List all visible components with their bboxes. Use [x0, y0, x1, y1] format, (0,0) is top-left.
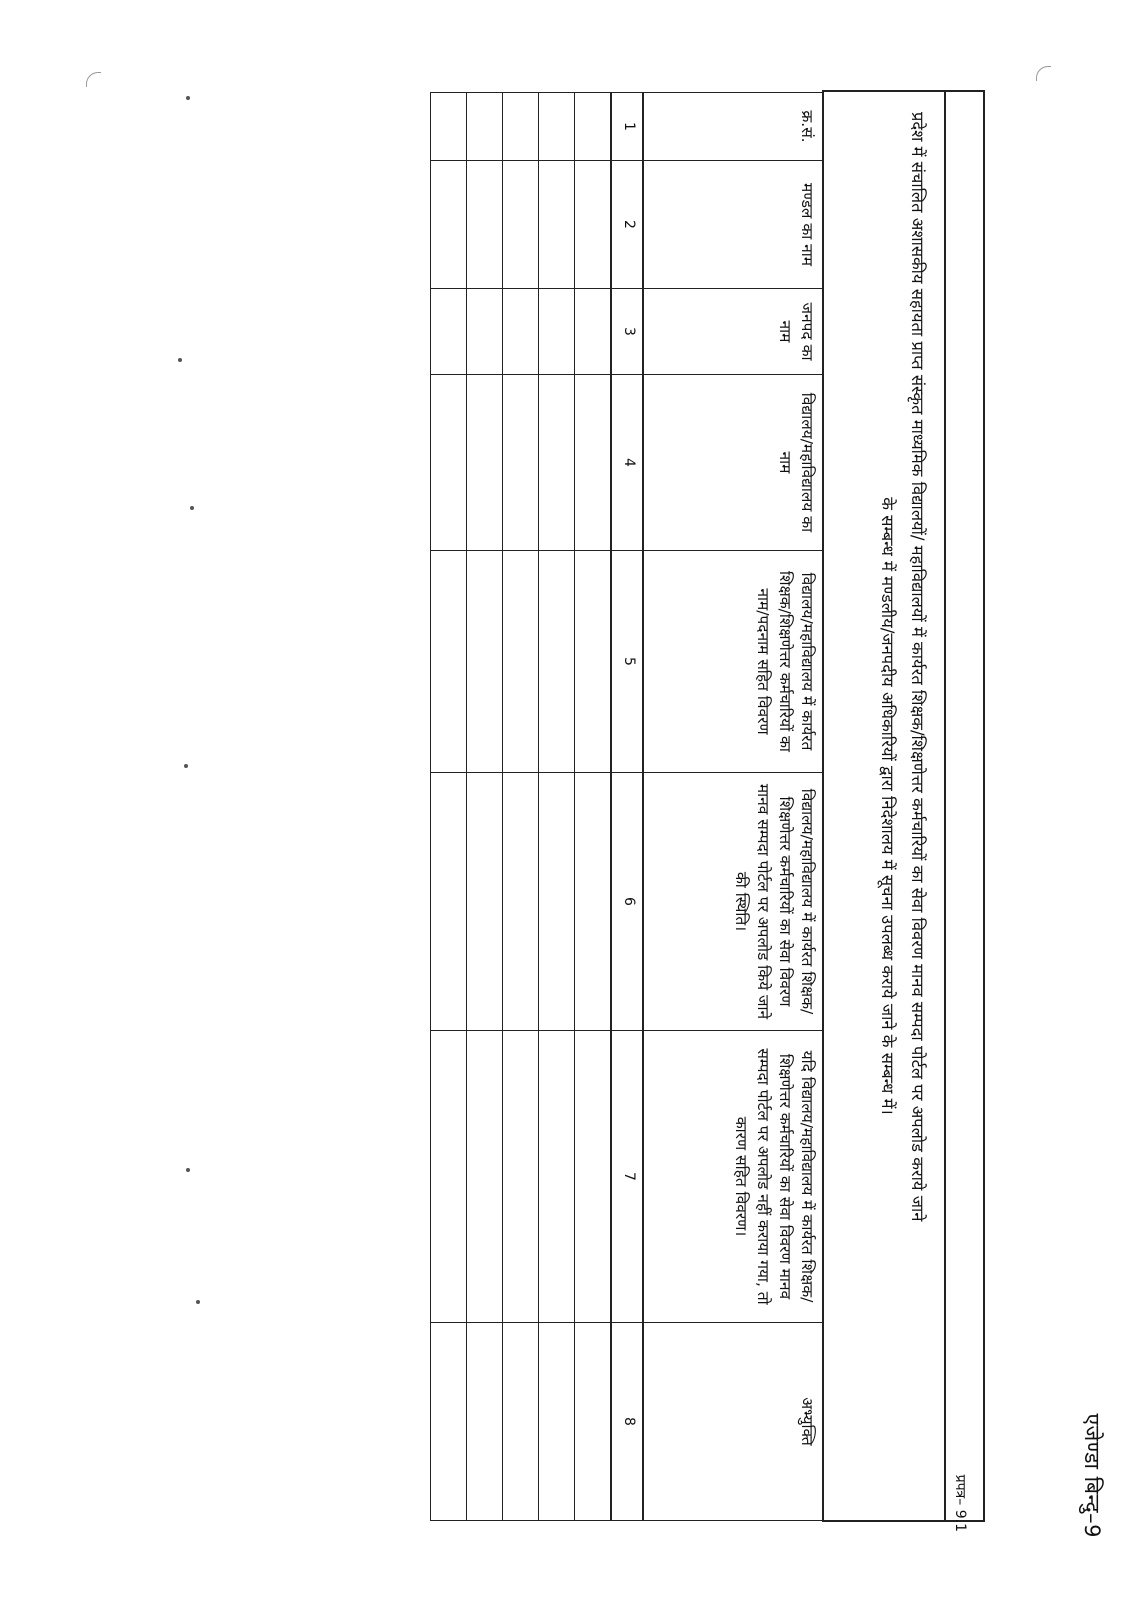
scan-speck: [196, 1300, 200, 1304]
form-number-label: प्रपत्र– 9.1: [952, 1474, 968, 1532]
col-number: 8: [611, 1323, 643, 1521]
col-number: 2: [611, 161, 643, 289]
table-row: [467, 93, 503, 1521]
table-cell: [575, 1323, 612, 1521]
table-cell: [503, 1031, 539, 1323]
scan-speck: [184, 764, 188, 768]
table-cell: [539, 375, 575, 551]
table-cell: [467, 1031, 503, 1323]
table-cell: [503, 289, 539, 375]
table-cell: [575, 551, 612, 773]
title-line-2: के सम्बन्ध में मण्डलीय/जनपदीय अधिकारियों द्वारा निदेशालय में सूचना उपलब्ध कराये जाने के सम्बन्ध में।: [878, 497, 897, 1115]
table-cell: [575, 93, 612, 161]
table-cell: [503, 93, 539, 161]
table-cell: [539, 1323, 575, 1521]
table-cell: [539, 551, 575, 773]
col-header-upload-status: विद्यालय/महाविद्यालय में कार्यरत शिक्षक/शिक्षणेत्तर कर्मचारियों का सेवा विवरण मानव सम्पदा पोर्टल पर अपलोड किये जाने की स्थिति।: [643, 773, 823, 1031]
table-cell: [503, 1323, 539, 1521]
table-cell: [503, 773, 539, 1031]
col-header-staff-details: विद्यालय/महाविद्यालय में कार्यरत शिक्षक/शिक्षणेत्तर कर्मचारियों का नाम/पदनाम सहित विवरण: [643, 551, 823, 773]
col-header-not-uploaded-reason: यदि विद्यालय/महाविद्यालय में कार्यरत शिक्षक/शिक्षणेत्तर कर्मचारियों का सेवा विवरण मानव सम्पदा पोर्टल पर अपलोड नहीं कराया गया, तो कारण सहित विवरण।: [643, 1031, 823, 1323]
table-cell: [467, 1323, 503, 1521]
table-cell: [575, 375, 612, 551]
col-number: 3: [611, 289, 643, 375]
table-cell: [431, 1031, 467, 1323]
title-block: [822, 90, 946, 1522]
data-table: [430, 92, 823, 1521]
table-cell: [431, 93, 467, 161]
col-header-district: जनपद का नाम: [643, 289, 823, 375]
table-cell: [431, 773, 467, 1031]
table-cell: [503, 375, 539, 551]
table-cell: [467, 773, 503, 1031]
table-cell: [431, 551, 467, 773]
col-number: 7: [611, 1031, 643, 1323]
table-cell: [539, 773, 575, 1031]
scan-speck: [186, 96, 190, 100]
table-header-row: [643, 93, 823, 1521]
table-cell: [539, 161, 575, 289]
table-cell: [503, 551, 539, 773]
col-header-division: मण्डल का नाम: [643, 161, 823, 289]
column-number-row: [611, 93, 643, 1521]
table-cell: [575, 1031, 612, 1323]
table-cell: [539, 1031, 575, 1323]
col-number: 1: [611, 93, 643, 161]
agenda-label: एजेण्डा बिन्दु–9: [1080, 1413, 1104, 1538]
table-cell: [431, 289, 467, 375]
table-cell: [575, 773, 612, 1031]
table-cell: [575, 289, 612, 375]
table-row: [575, 93, 612, 1521]
scan-speck: [178, 358, 182, 362]
col-header-school: विद्यालय/महाविद्यालय का नाम: [643, 375, 823, 551]
col-number: 5: [611, 551, 643, 773]
form-header-box: [945, 90, 985, 1522]
table-row: [503, 93, 539, 1521]
table-cell: [539, 93, 575, 161]
table-cell: [431, 375, 467, 551]
table-cell: [467, 551, 503, 773]
col-number: 6: [611, 773, 643, 1031]
table-row: [539, 93, 575, 1521]
col-header-remarks: अभ्युक्ति: [643, 1323, 823, 1521]
table-row: [431, 93, 467, 1521]
table-cell: [503, 161, 539, 289]
scan-speck: [190, 506, 194, 510]
scan-speck: [186, 1168, 190, 1172]
col-header-serial: क्र.सं.: [643, 93, 823, 161]
table-cell: [575, 161, 612, 289]
table-cell: [431, 1323, 467, 1521]
table-cell: [467, 289, 503, 375]
table-cell: [467, 93, 503, 161]
table-cell: [539, 289, 575, 375]
title-line-1: प्रदेश में संचालित अशासकीय सहायता प्राप्त संस्कृत माध्यमिक विद्यालयों/ महाविद्यालयों में कार्यरत शिक्षक/शिक्षणेत्तर कर्मचारियों का सेवा विवरण मानव सम्पदा पोर्टल पर अपलोड कराये जाने: [908, 112, 927, 1222]
table-cell: [467, 161, 503, 289]
table-cell: [467, 375, 503, 551]
table-cell: [431, 161, 467, 289]
col-number: 4: [611, 375, 643, 551]
